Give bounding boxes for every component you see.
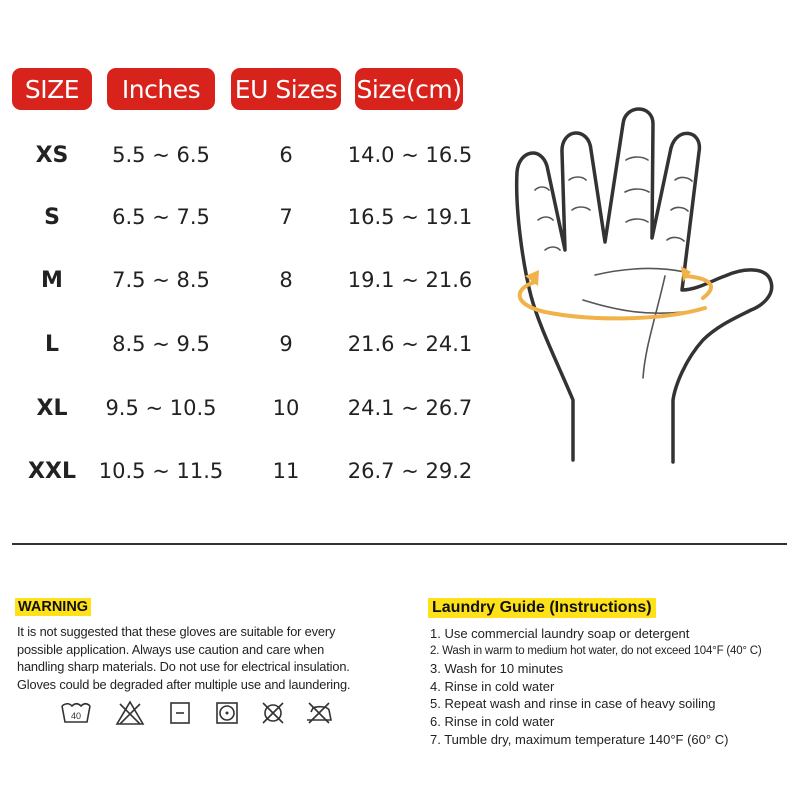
- inches-cell: 10.5 ~ 11.5: [98, 459, 224, 483]
- header-size: SIZE: [12, 68, 92, 110]
- warning-line: It is not suggested that these gloves are suitable for every: [17, 624, 336, 639]
- inches-cell: 9.5 ~ 10.5: [105, 396, 217, 420]
- header-eu-sizes: EU Sizes: [231, 68, 341, 110]
- warning-line: handling sharp materials. Do not use for electrical insulation.: [17, 659, 350, 674]
- laundry-step: 7. Tumble dry, maximum temperature 140°F (60° C): [430, 731, 729, 747]
- cm-cell: 16.5 ~ 19.1: [347, 205, 473, 229]
- cm-cell: 26.7 ~ 29.2: [347, 459, 473, 483]
- tumble-dry-icon: [212, 700, 242, 726]
- header-size-cm: Size(cm): [355, 68, 463, 110]
- laundry-guide-title: Laundry Guide (Instructions): [428, 598, 656, 618]
- warning-line: possible application. Always use caution and care when: [17, 641, 325, 657]
- size-cell: XXL: [28, 459, 76, 484]
- section-divider: [12, 543, 787, 545]
- header-inches: Inches: [107, 68, 215, 110]
- dry-flat-icon: [165, 700, 195, 726]
- inches-cell: 5.5 ~ 6.5: [112, 143, 210, 167]
- inches-cell: 6.5 ~ 7.5: [112, 205, 210, 229]
- wash-40-icon: [60, 700, 90, 726]
- laundry-step: 1. Use commercial laundry soap or detergent: [430, 626, 690, 641]
- inches-cell: 7.5 ~ 8.5: [112, 268, 210, 292]
- warning-text: [17, 623, 392, 693]
- wash-temperature-label: 40: [70, 711, 82, 721]
- laundry-step: 2. Wash in warm to medium hot water, do not exceed 104°F (40° C): [430, 644, 762, 657]
- inches-cell: 8.5 ~ 9.5: [112, 332, 210, 356]
- eu-cell: 11: [272, 459, 300, 483]
- size-cell: M: [41, 268, 63, 293]
- size-cell: S: [44, 205, 60, 230]
- cm-cell: 21.6 ~ 24.1: [347, 332, 473, 356]
- hand-measurement-illustration: [505, 100, 795, 470]
- eu-cell: 10: [272, 396, 300, 420]
- size-cell: XS: [35, 143, 69, 168]
- size-cell: L: [44, 332, 60, 357]
- laundry-step: 4. Rinse in cold water: [430, 678, 555, 694]
- eu-cell: 8: [279, 268, 293, 292]
- do-not-bleach-icon: [115, 700, 145, 726]
- do-not-iron-icon: [303, 700, 333, 726]
- cm-cell: 14.0 ~ 16.5: [347, 143, 473, 167]
- laundry-step: 6. Rinse in cold water: [430, 713, 555, 729]
- laundry-step: 3. Wash for 10 minutes: [430, 661, 564, 677]
- laundry-steps: [430, 625, 795, 748]
- eu-cell: 6: [279, 143, 293, 167]
- size-cell: XL: [36, 396, 68, 421]
- eu-cell: 7: [279, 205, 293, 229]
- warning-title: WARNING: [15, 598, 91, 616]
- do-not-dry-clean-icon: [258, 700, 288, 726]
- warning-line: Gloves could be degraded after multiple use and laundering.: [17, 676, 351, 692]
- laundry-step: 5. Repeat wash and rinse in case of heavy soiling: [430, 696, 716, 712]
- cm-cell: 19.1 ~ 21.6: [347, 268, 473, 292]
- eu-cell: 9: [279, 332, 293, 356]
- cm-cell: 24.1 ~ 26.7: [347, 396, 473, 420]
- care-symbols: [60, 700, 360, 728]
